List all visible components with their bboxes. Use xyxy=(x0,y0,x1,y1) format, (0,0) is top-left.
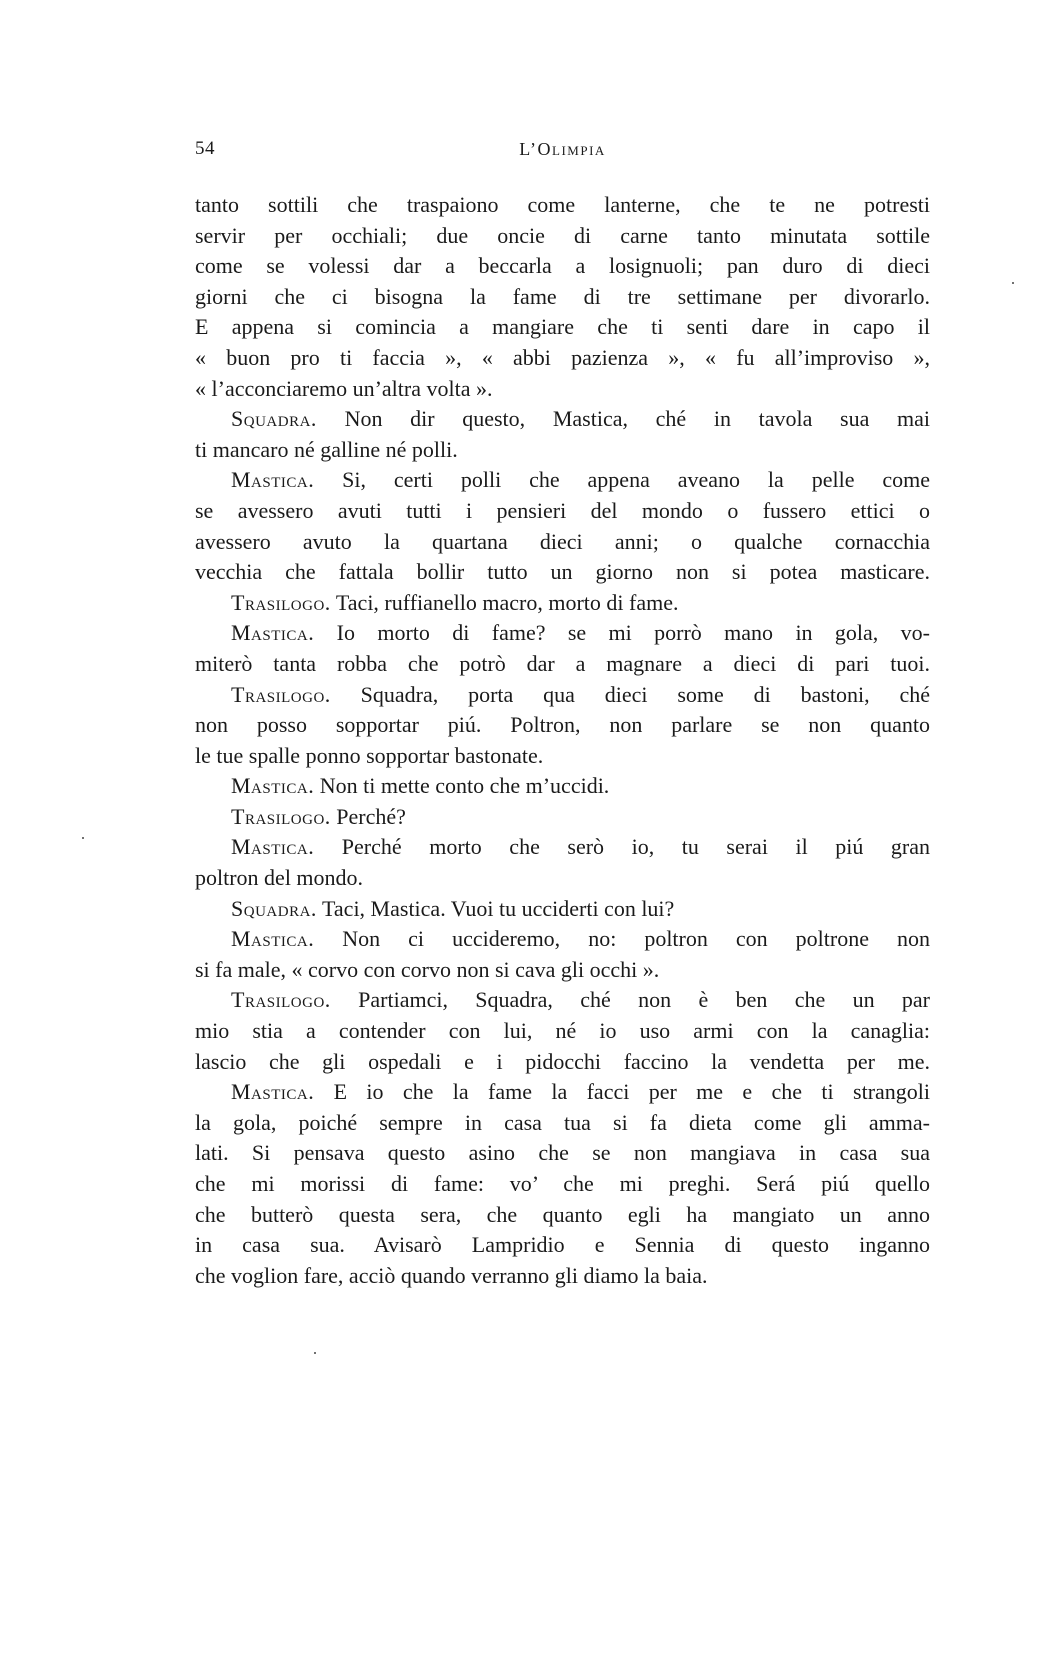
running-head xyxy=(195,138,930,168)
speaker-name: Mastica. xyxy=(231,926,315,952)
text-line xyxy=(195,710,930,741)
speech-line xyxy=(195,1077,930,1108)
line-text: la gola, poiché sempre in casa tua si fa dieta come gli amma- xyxy=(195,1109,930,1135)
speech-line xyxy=(195,404,930,435)
text-line xyxy=(195,1108,930,1139)
text-line xyxy=(195,649,930,680)
page-number: 54 xyxy=(195,138,215,159)
line-text: poltron del mondo. xyxy=(195,865,364,891)
text-line xyxy=(195,955,930,986)
line-text: Partiamci, Squadra, ché non è ben che un par xyxy=(358,987,931,1013)
text-line xyxy=(195,1047,930,1078)
line-text: E appena si comincia a mangiare che ti senti dare in capo il xyxy=(195,314,930,340)
text-line xyxy=(195,1200,930,1231)
line-text: vecchia che fattala bollir tutto un giorno non si potea masticare. xyxy=(195,559,930,585)
text-line xyxy=(195,190,930,221)
text-line xyxy=(195,1261,930,1292)
speaker-name: Trasilogo. xyxy=(231,589,331,615)
running-title: L’Olimpia xyxy=(519,139,606,159)
speaker-name: Mastica. xyxy=(231,620,315,646)
speech-line xyxy=(195,832,930,863)
line-text: « buon pro ti faccia », « abbi pazienza », « fu all’improviso », xyxy=(195,344,930,370)
line-text: in casa sua. Avisarò Lampridio e Sennia di questo inganno xyxy=(195,1232,930,1258)
line-text: E io che la fame la facci per me e che ti strangoli xyxy=(333,1079,931,1105)
text-line xyxy=(195,741,930,772)
line-text: le tue spalle ponno sopportar bastonate. xyxy=(195,742,544,768)
text-line xyxy=(195,1230,930,1261)
speaker-name: Trasilogo. xyxy=(231,681,331,707)
line-text: non posso sopportar piú. Poltron, non parlare se non quanto xyxy=(195,712,930,738)
text-line xyxy=(195,557,930,588)
speech-line xyxy=(195,802,930,833)
speech-line xyxy=(195,588,930,619)
line-text: Non ti mette conto che m’uccidi. xyxy=(319,773,610,799)
text-line xyxy=(195,282,930,313)
text-line xyxy=(195,251,930,282)
line-text: miterò tanta robba che potrò dar a magnare a dieci di pari tuoi. xyxy=(195,650,930,676)
speaker-name: Mastica. xyxy=(231,834,315,860)
line-text: Perché? xyxy=(336,803,406,829)
speaker-name: Mastica. xyxy=(231,467,315,493)
line-text: Taci, Mastica. Vuoi tu ucciderti con lui? xyxy=(322,895,675,921)
line-text: Non ci uccideremo, no: poltron con poltrone non xyxy=(342,926,931,952)
line-text: che butterò questa sera, che quanto egli ha mangiato un anno xyxy=(195,1201,930,1227)
text-line xyxy=(195,312,930,343)
line-text: Io morto di fame? se mi porrò mano in gola, vo- xyxy=(336,620,931,646)
speech-line xyxy=(195,894,930,925)
print-speck xyxy=(314,1352,316,1354)
line-text: mio stia a contender con lui, né io uso armi con la canaglia: xyxy=(195,1018,930,1044)
line-text: Si, certi polli che appena aveano la pelle come xyxy=(342,467,931,493)
line-text: lati. Si pensava questo asino che se non mangiava in casa sua xyxy=(195,1140,930,1166)
line-text: Squadra, porta qua dieci some di bastoni, ché xyxy=(360,681,931,707)
line-text: ti mancaro né galline né polli. xyxy=(195,436,458,462)
speaker-name: Squadra. xyxy=(231,406,317,432)
line-text: avessero avuto la quartana dieci anni; o qualche cornacchia xyxy=(195,528,930,554)
line-text: « l’acconciaremo un’altra volta ». xyxy=(195,375,493,401)
text-line xyxy=(195,221,930,252)
speech-line xyxy=(195,924,930,955)
body-text xyxy=(195,190,930,1291)
text-line xyxy=(195,863,930,894)
speech-line xyxy=(195,465,930,496)
line-text: che mi morissi di fame: vo’ che mi preghi. Será piú quello xyxy=(195,1171,930,1196)
line-text: come se volessi dar a beccarla a losignuoli; pan duro di dieci xyxy=(195,253,930,279)
speaker-name: Mastica. xyxy=(231,1079,315,1105)
line-text: tanto sottili che traspaiono come lanterne, che te ne potresti xyxy=(195,192,930,217)
text-line xyxy=(195,1016,930,1047)
speaker-name: Mastica. xyxy=(231,773,315,799)
speech-line xyxy=(195,985,930,1016)
text-line xyxy=(195,527,930,558)
line-text: Non dir questo, Mastica, ché in tavola sua mai xyxy=(344,406,931,432)
print-speck xyxy=(82,837,84,839)
speech-line xyxy=(195,618,930,649)
text-line xyxy=(195,1169,930,1200)
text-line xyxy=(195,374,930,405)
line-text: giorni che ci bisogna la fame di tre settimane per divorarlo. xyxy=(195,283,930,309)
text-line xyxy=(195,496,930,527)
line-text: servir per occhiali; due oncie di carne tanto minutata sottile xyxy=(195,222,930,248)
print-speck xyxy=(1012,282,1014,284)
line-text: lascio che gli ospedali e i pidocchi faccino la vendetta per me. xyxy=(195,1048,930,1074)
speech-line xyxy=(195,680,930,711)
line-text: si fa male, « corvo con corvo non si cava gli occhi ». xyxy=(195,956,660,982)
speech-line xyxy=(195,771,930,802)
line-text: se avessero avuti tutti i pensieri del mondo o fussero ettici o xyxy=(195,497,930,523)
line-text: che voglion fare, acciò quando verranno gli diamo la baia. xyxy=(195,1262,708,1288)
text-line xyxy=(195,435,930,466)
speaker-name: Squadra. xyxy=(231,895,317,921)
line-text: Perché morto che serò io, tu serai il piú gran xyxy=(341,834,931,860)
text-line xyxy=(195,343,930,374)
speaker-name: Trasilogo. xyxy=(231,803,331,829)
line-text: Taci, ruffianello macro, morto di fame. xyxy=(335,589,679,615)
text-line xyxy=(195,1138,930,1169)
speaker-name: Trasilogo. xyxy=(231,987,331,1013)
